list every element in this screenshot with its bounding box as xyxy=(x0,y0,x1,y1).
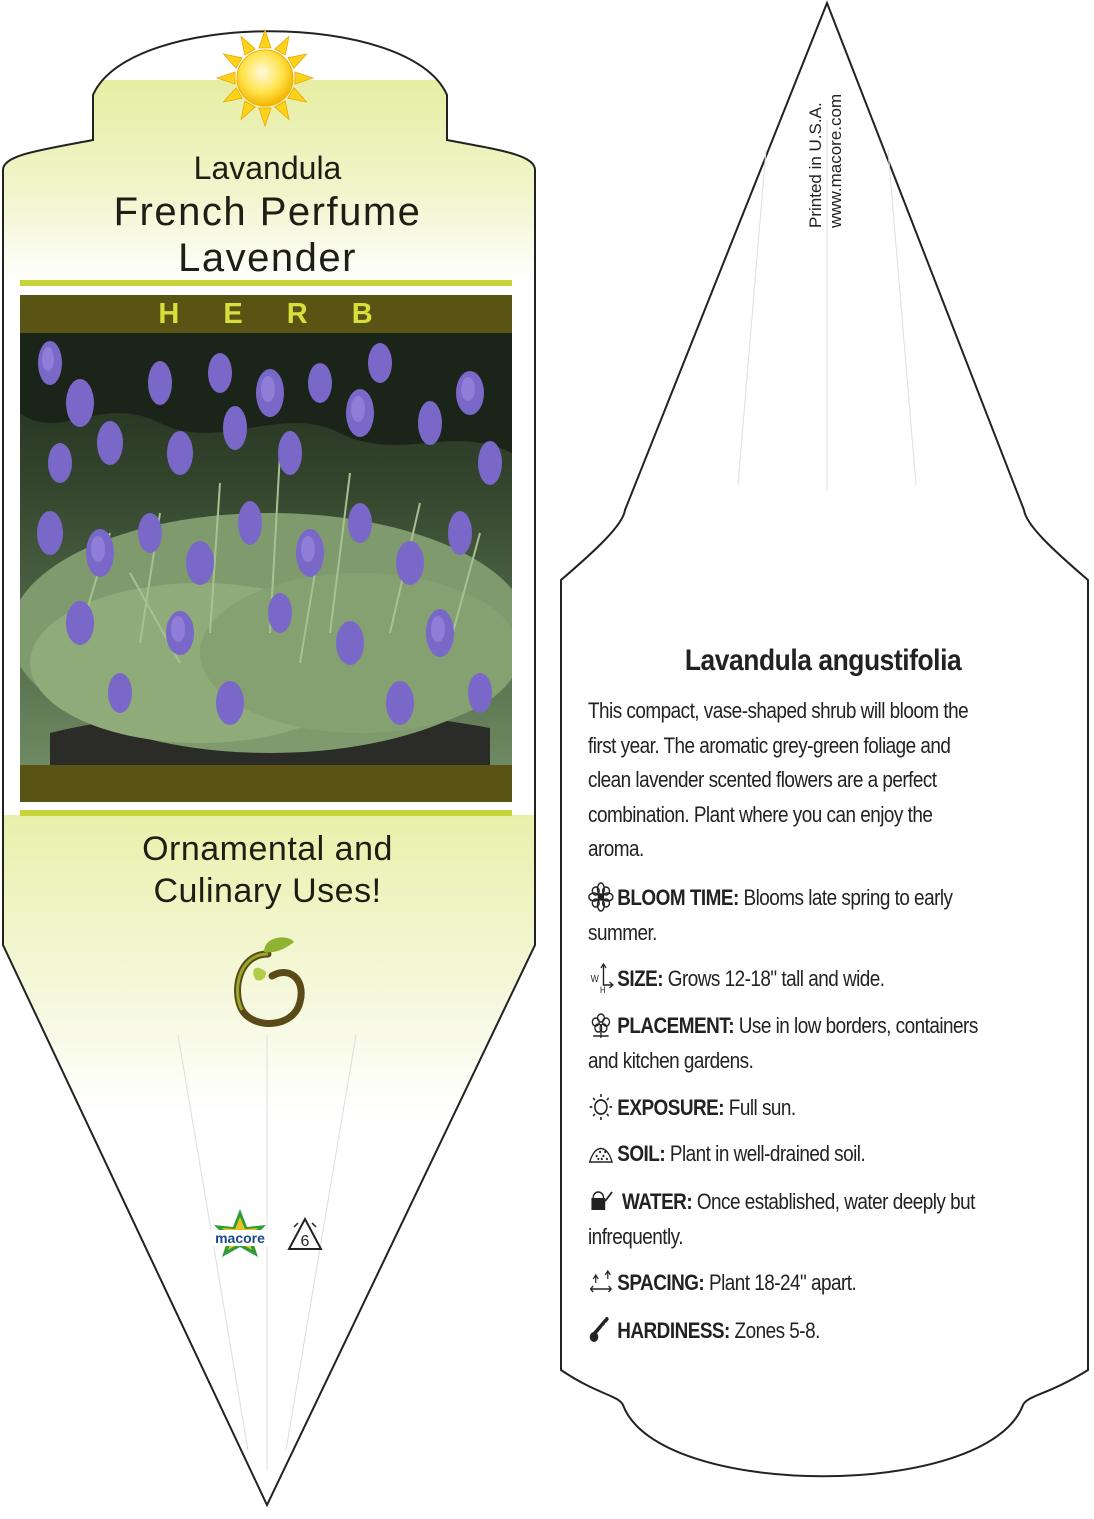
care-text-line2: and kitchen gardens. xyxy=(588,1047,754,1073)
size-icon xyxy=(588,963,614,993)
care-text: Zones 5-8. xyxy=(729,1318,820,1343)
care-hardiness xyxy=(588,1314,1058,1349)
macore-logo xyxy=(204,1205,276,1269)
genus-name: Lavandula xyxy=(193,150,342,186)
care-label: SPACING: xyxy=(617,1270,705,1295)
care-exposure xyxy=(588,1091,1058,1126)
care-soil xyxy=(588,1137,1058,1172)
care-bloom-time xyxy=(588,881,1058,950)
care-text: Full sun. xyxy=(724,1095,796,1120)
recycle-6-icon xyxy=(284,1215,326,1257)
description-line: clean lavender scented flowers are a perfect xyxy=(588,767,937,792)
care-text-line2: summer. xyxy=(588,919,657,945)
botanical-name xyxy=(588,644,1058,678)
care-text: Grows 12-18" tall and wide. xyxy=(663,966,885,991)
description-line: first year. The aromatic grey-green foliage and xyxy=(588,732,951,758)
care-spacing xyxy=(588,1266,1058,1301)
care-label: EXPOSURE: xyxy=(617,1095,725,1120)
care-text: Once established, water deeply but xyxy=(692,1189,975,1214)
description-line: combination. Plant where you can enjoy the xyxy=(588,801,933,827)
lavender-photo xyxy=(20,333,512,765)
care-label: SIZE: xyxy=(617,966,664,991)
care-text: Use in low borders, containers xyxy=(734,1013,978,1038)
care-label: BLOOM TIME: xyxy=(617,885,739,910)
care-label: PLACEMENT: xyxy=(617,1013,735,1038)
printed-in-text xyxy=(806,0,846,228)
tagline-line2: Culinary Uses! xyxy=(153,872,382,910)
care-label: WATER: xyxy=(617,1189,693,1214)
care-text: Plant in well-drained soil. xyxy=(665,1141,866,1166)
seedling-logo xyxy=(228,932,308,1032)
svg-text:H: H xyxy=(600,984,606,993)
sun-exposure-icon xyxy=(588,1092,614,1122)
printed-in-label: Printed in U.S.A. xyxy=(806,102,825,228)
sun-icon xyxy=(215,28,315,128)
care-water xyxy=(588,1185,1058,1254)
category-label: H E R B xyxy=(158,298,391,330)
macore-logo-text: macore xyxy=(215,1230,265,1246)
placement-icon xyxy=(588,1010,614,1040)
description-line: aroma. xyxy=(588,836,644,861)
care-size xyxy=(588,962,1058,997)
spacing-icon xyxy=(588,1267,614,1297)
tagline-line1: Ornamental and xyxy=(142,830,393,868)
description-line: This compact, vase-shaped shrub will bloom the xyxy=(588,698,969,723)
common-name-line2: Lavender xyxy=(178,236,357,280)
care-placement xyxy=(588,1009,1058,1078)
recycle-number: 6 xyxy=(300,1233,310,1250)
care-text-line2: infrequently. xyxy=(588,1223,683,1249)
website-label: www.macore.com xyxy=(826,93,845,228)
care-text: Blooms late spring to early xyxy=(738,885,953,910)
botanical-name-text: Lavandula angustifolia xyxy=(684,644,962,677)
svg-text:W: W xyxy=(590,973,599,985)
description xyxy=(588,694,1058,867)
soil-icon xyxy=(588,1138,614,1168)
thermometer-icon xyxy=(588,1315,614,1345)
flower-icon xyxy=(588,882,614,912)
care-label: HARDINESS: xyxy=(617,1318,730,1343)
common-name-line1: French Perfume xyxy=(113,190,422,234)
care-text: Plant 18-24" apart. xyxy=(704,1270,857,1295)
watering-can-icon xyxy=(588,1186,614,1216)
care-label: SOIL: xyxy=(617,1141,666,1166)
